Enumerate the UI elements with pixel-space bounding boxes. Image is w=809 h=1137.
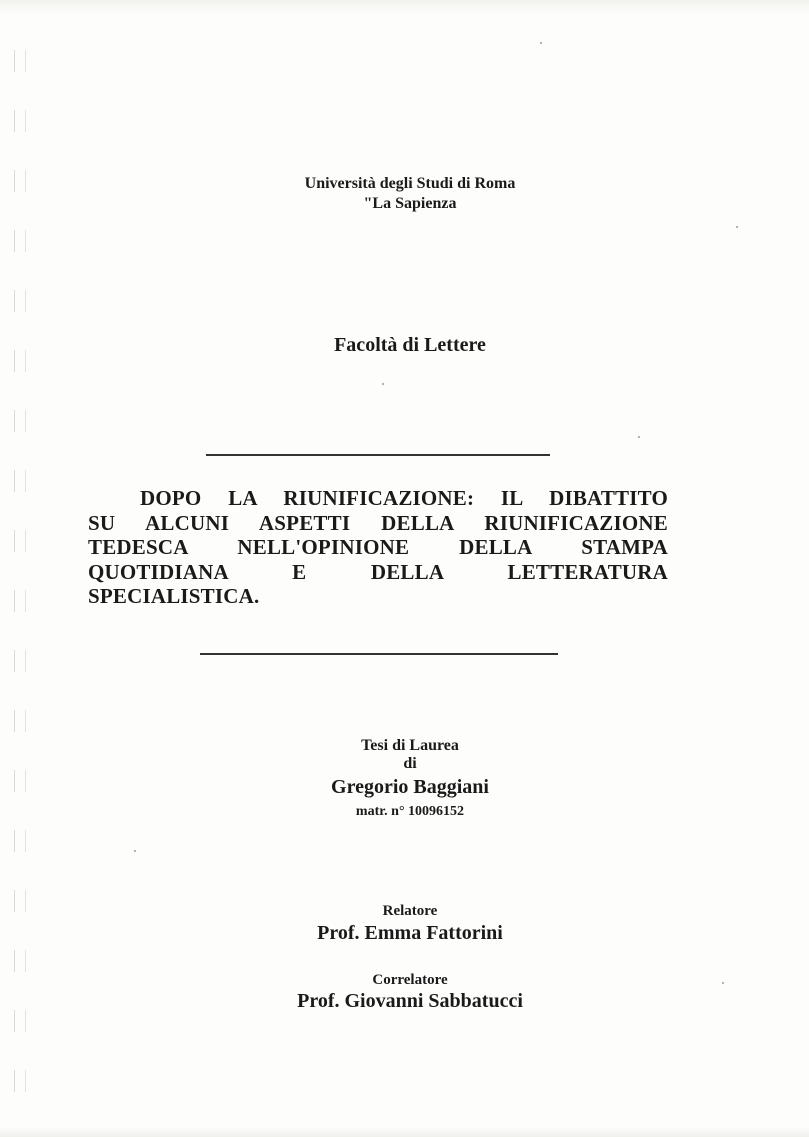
- binding-mark: [14, 170, 26, 192]
- university-subtitle: "La Sapienza: [363, 195, 457, 212]
- supervisor-name: Prof. Emma Fattorini: [317, 922, 503, 944]
- title-line: QUOTIDIANA E DELLA LETTERATURA: [88, 559, 668, 584]
- binding-mark: [14, 950, 26, 972]
- title-line: TEDESCA NELL'OPINIONE DELLA STAMPA: [88, 535, 668, 559]
- binding-mark: [14, 590, 26, 612]
- scan-speck: [382, 383, 384, 385]
- binding-mark: [14, 470, 26, 492]
- co-supervisor-label: Correlatore: [372, 972, 448, 988]
- binding-mark: [14, 230, 26, 252]
- co-supervisor-name: Prof. Giovanni Sabbatucci: [297, 990, 523, 1012]
- scan-speck: [134, 850, 136, 852]
- binding-mark: [14, 1070, 26, 1092]
- title-line: DOPO LA RIUNIFICAZIONE: IL DIBATTITO: [140, 486, 668, 510]
- thesis-type: Tesi di Laurea: [361, 737, 459, 754]
- divider-top: [206, 454, 550, 456]
- university-heading: [90, 174, 730, 214]
- binding-mark: [14, 290, 26, 312]
- scan-speck: [638, 436, 640, 438]
- university-name: Università degli Studi di Roma: [304, 175, 516, 192]
- binding-mark: [14, 530, 26, 552]
- binding-mark: [14, 350, 26, 372]
- divider-bottom: [200, 653, 558, 655]
- scan-speck: [722, 982, 724, 984]
- matriculation-number: matr. n° 10096152: [355, 804, 465, 819]
- scan-top-edge: [0, 0, 809, 14]
- scan-bottom-edge: [0, 1127, 809, 1137]
- title-line: SU ALCUNI ASPETTI DELLA RIUNIFICAZIONE: [88, 510, 668, 535]
- thesis-preposition: di: [403, 755, 417, 772]
- binding-mark: [14, 1010, 26, 1032]
- faculty-name: Facoltà di Lettere: [334, 334, 486, 356]
- binding-mark: [14, 830, 26, 852]
- scan-speck: [540, 42, 542, 44]
- binding-mark: [14, 50, 26, 72]
- binding-mark: [14, 110, 26, 132]
- title-line: SPECIALISTICA.: [88, 584, 260, 608]
- binding-mark: [14, 410, 26, 432]
- binding-mark: [14, 710, 26, 732]
- thesis-type-block: [160, 737, 660, 773]
- scan-speck: [736, 226, 738, 228]
- binding-mark: [14, 650, 26, 672]
- supervisor-label: Relatore: [382, 903, 438, 919]
- binding-mark: [14, 770, 26, 792]
- binding-mark: [14, 890, 26, 912]
- binding-holes-strip: [0, 40, 42, 1100]
- author-name: Gregorio Baggiani: [331, 776, 489, 798]
- thesis-title: [88, 486, 668, 609]
